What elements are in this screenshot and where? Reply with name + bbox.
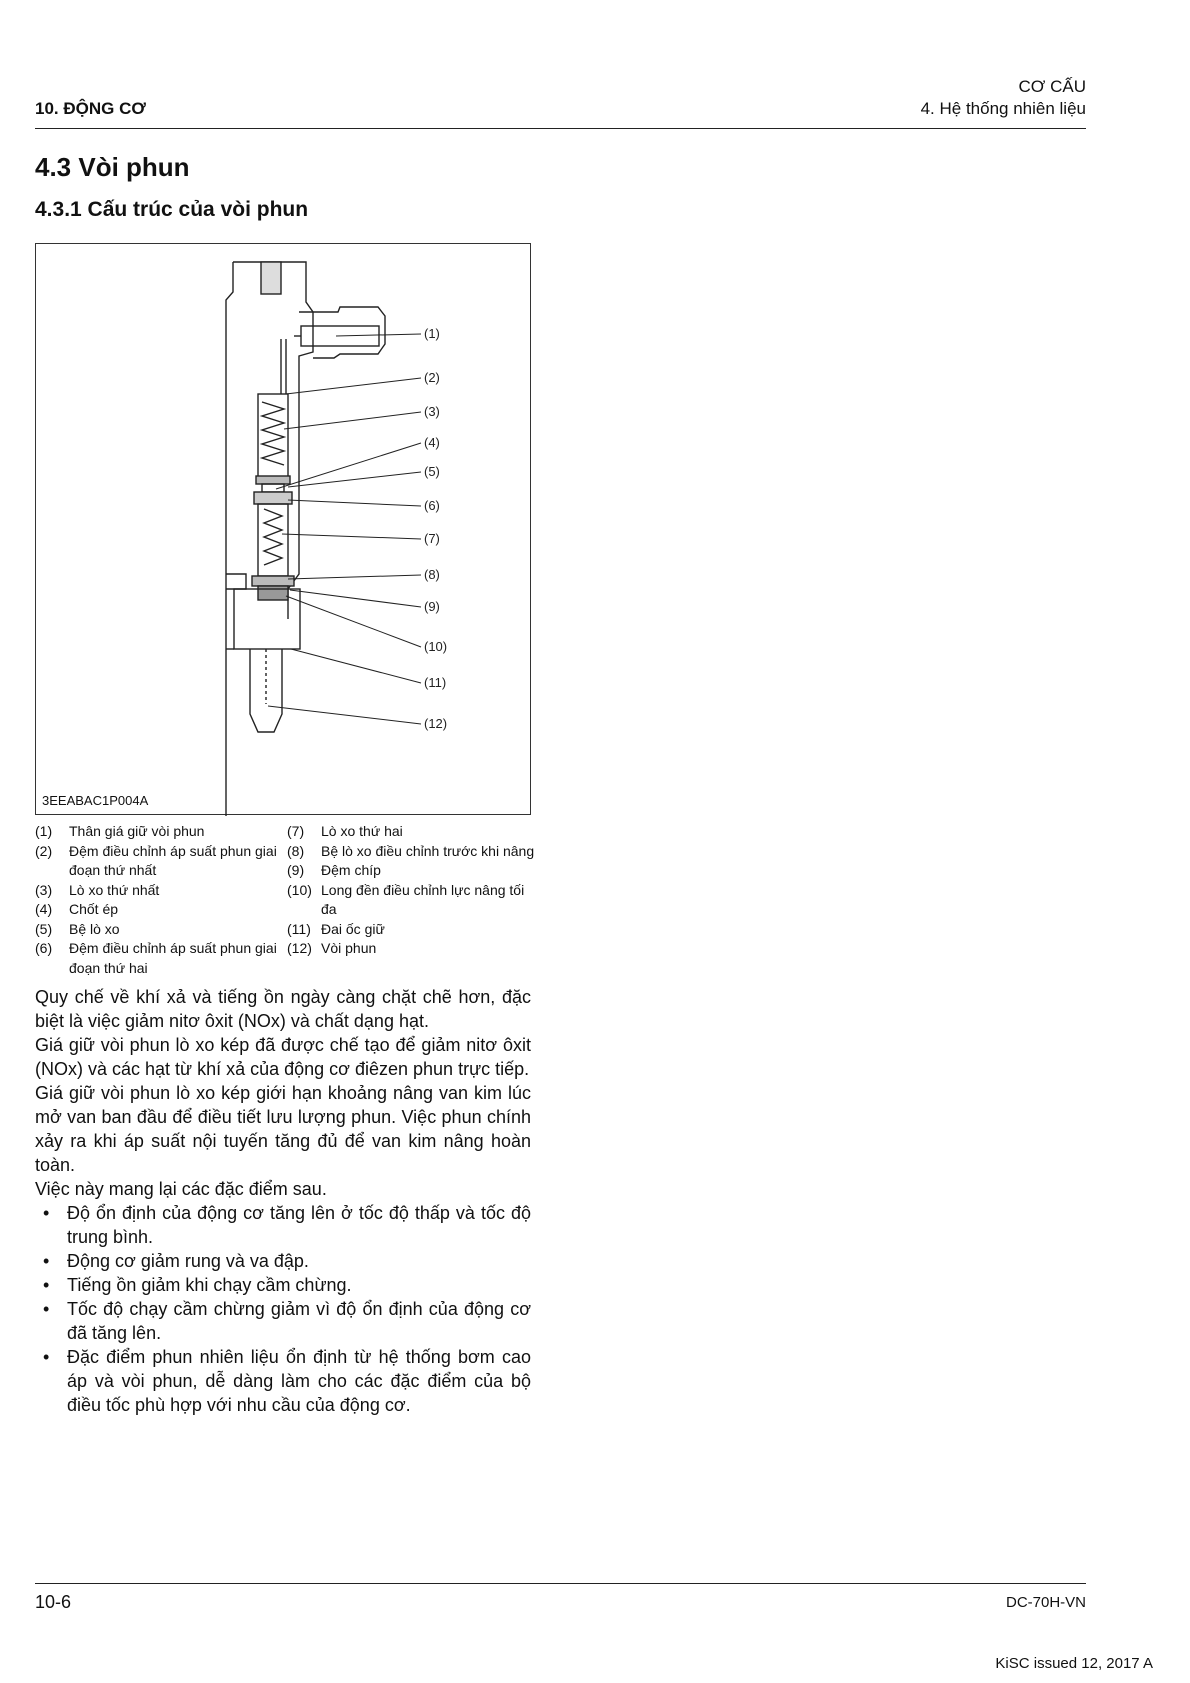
callout-10: (10) bbox=[424, 639, 448, 654]
paragraph: Giá giữ vòi phun lò xo kép giới hạn khoảng nâng van kim lúc mở van ban đầu để điều tiết lưu lượng phun. Việc phun chính xảy ra khi áp suất nội tuyến tăng đủ để van kim nâng hoàn toàn. bbox=[35, 1083, 531, 1175]
issue-note: KiSC issued 12, 2017 A bbox=[995, 1655, 1153, 1672]
legend-item: (11) Đai ốc giữ bbox=[287, 920, 385, 937]
section-header-line1: CƠ CẤU bbox=[1018, 77, 1086, 96]
bullet-icon: • bbox=[43, 1251, 50, 1271]
callout-11: (11) bbox=[424, 675, 447, 690]
injector-figure bbox=[35, 243, 531, 815]
paragraph: Việc này mang lại các đặc điểm sau. bbox=[35, 1179, 327, 1199]
section-header bbox=[921, 76, 1086, 120]
body-text bbox=[35, 985, 531, 1417]
callout-5: (5) bbox=[424, 464, 440, 479]
callout-9: (9) bbox=[424, 599, 440, 614]
list-item: • Động cơ giảm rung và va đập. bbox=[43, 1251, 309, 1271]
legend-item: (3) Lò xo thứ nhất bbox=[35, 881, 160, 898]
callout-6: (6) bbox=[424, 498, 440, 513]
legend-item: (9) Đệm chíp bbox=[287, 862, 381, 878]
injector-drawing bbox=[36, 244, 532, 816]
inlet-connector bbox=[299, 307, 385, 358]
figure-code: 3EEABAC1P004A bbox=[42, 793, 149, 808]
bullet-icon: • bbox=[43, 1203, 50, 1223]
callout-3: (3) bbox=[424, 404, 440, 419]
first-spring bbox=[262, 402, 284, 465]
list-item: • Tiếng ồn giảm khi chạy cầm chừng. bbox=[43, 1275, 352, 1295]
list-item: • Đặc điểm phun nhiên liệu ổn định từ hệ thống bơm cao áp và vòi phun, dễ dàng làm cho các đặc điểm của bộ điều tốc phù hợp với nhu cầu của động cơ. bbox=[43, 1347, 531, 1415]
callout-2: (2) bbox=[424, 370, 440, 385]
legend-column-2 bbox=[287, 822, 537, 959]
legend-item: (4) Chốt ép bbox=[35, 901, 119, 917]
paragraph: Giá giữ vòi phun lò xo kép đã được chế tạo để giảm nitơ ôxit (NOx) và các hạt từ khí xả của động cơ điêzen phun trực tiếp. bbox=[35, 1035, 531, 1079]
legend-item: (10) Long đền điều chỉnh lực nâng tối đa bbox=[287, 881, 525, 917]
legend-item: (12) Vòi phun bbox=[287, 940, 377, 956]
footer-rule bbox=[35, 1583, 1086, 1584]
legend-item: (7) Lò xo thứ hai bbox=[287, 823, 403, 839]
bullet-icon: • bbox=[43, 1275, 50, 1295]
callout-7: (7) bbox=[424, 531, 440, 546]
document-code: DC-70H-VN bbox=[1005, 1594, 1086, 1611]
bullet-icon: • bbox=[43, 1347, 50, 1367]
leader-lines bbox=[268, 334, 421, 724]
page-title: 4.3 Vòi phun bbox=[35, 152, 190, 182]
callout-labels bbox=[424, 326, 447, 731]
paragraph: Quy chế về khí xả và tiếng ồn ngày càng chặt chẽ hơn, đặc biệt là việc giảm nitơ ôxit (NOx) và chất dạng hạt. bbox=[35, 987, 531, 1031]
list-item: • Độ ổn định của động cơ tăng lên ở tốc độ thấp và tốc độ trung bình. bbox=[43, 1203, 531, 1247]
legend-item: (2) Đệm điều chỉnh áp suất phun giai đoạn thứ nhất bbox=[35, 842, 277, 878]
chapter-title: 10. ĐỘNG CƠ bbox=[35, 99, 146, 118]
legend-column-1 bbox=[35, 822, 285, 978]
header-rule bbox=[35, 128, 1086, 129]
legend-item: (1) Thân giá giữ vòi phun bbox=[35, 823, 205, 839]
callout-8: (8) bbox=[424, 567, 440, 582]
feature-list bbox=[35, 1201, 531, 1417]
top-cap bbox=[261, 262, 281, 294]
bullet-icon: • bbox=[43, 1299, 50, 1319]
list-item: • Tốc độ chạy cầm chừng giảm vì độ ổn định của động cơ đã tăng lên. bbox=[43, 1299, 531, 1343]
callout-1: (1) bbox=[424, 326, 440, 341]
page-subtitle: 4.3.1 Cấu trúc của vòi phun bbox=[35, 198, 309, 221]
holder-body-outline-left bbox=[226, 262, 233, 816]
legend-item: (6) Đệm điều chỉnh áp suất phun giai đoạn thứ hai bbox=[35, 940, 277, 976]
page-number: 10-6 bbox=[35, 1592, 72, 1612]
legend-item: (5) Bệ lò xo bbox=[35, 920, 120, 937]
second-spring bbox=[264, 509, 282, 565]
legend-item: (8) Bệ lò xo điều chỉnh trước khi nâng bbox=[287, 842, 535, 859]
callout-4: (4) bbox=[424, 435, 440, 450]
section-header-line2: 4. Hệ thống nhiên liệu bbox=[920, 99, 1086, 118]
callout-12: (12) bbox=[424, 716, 448, 731]
